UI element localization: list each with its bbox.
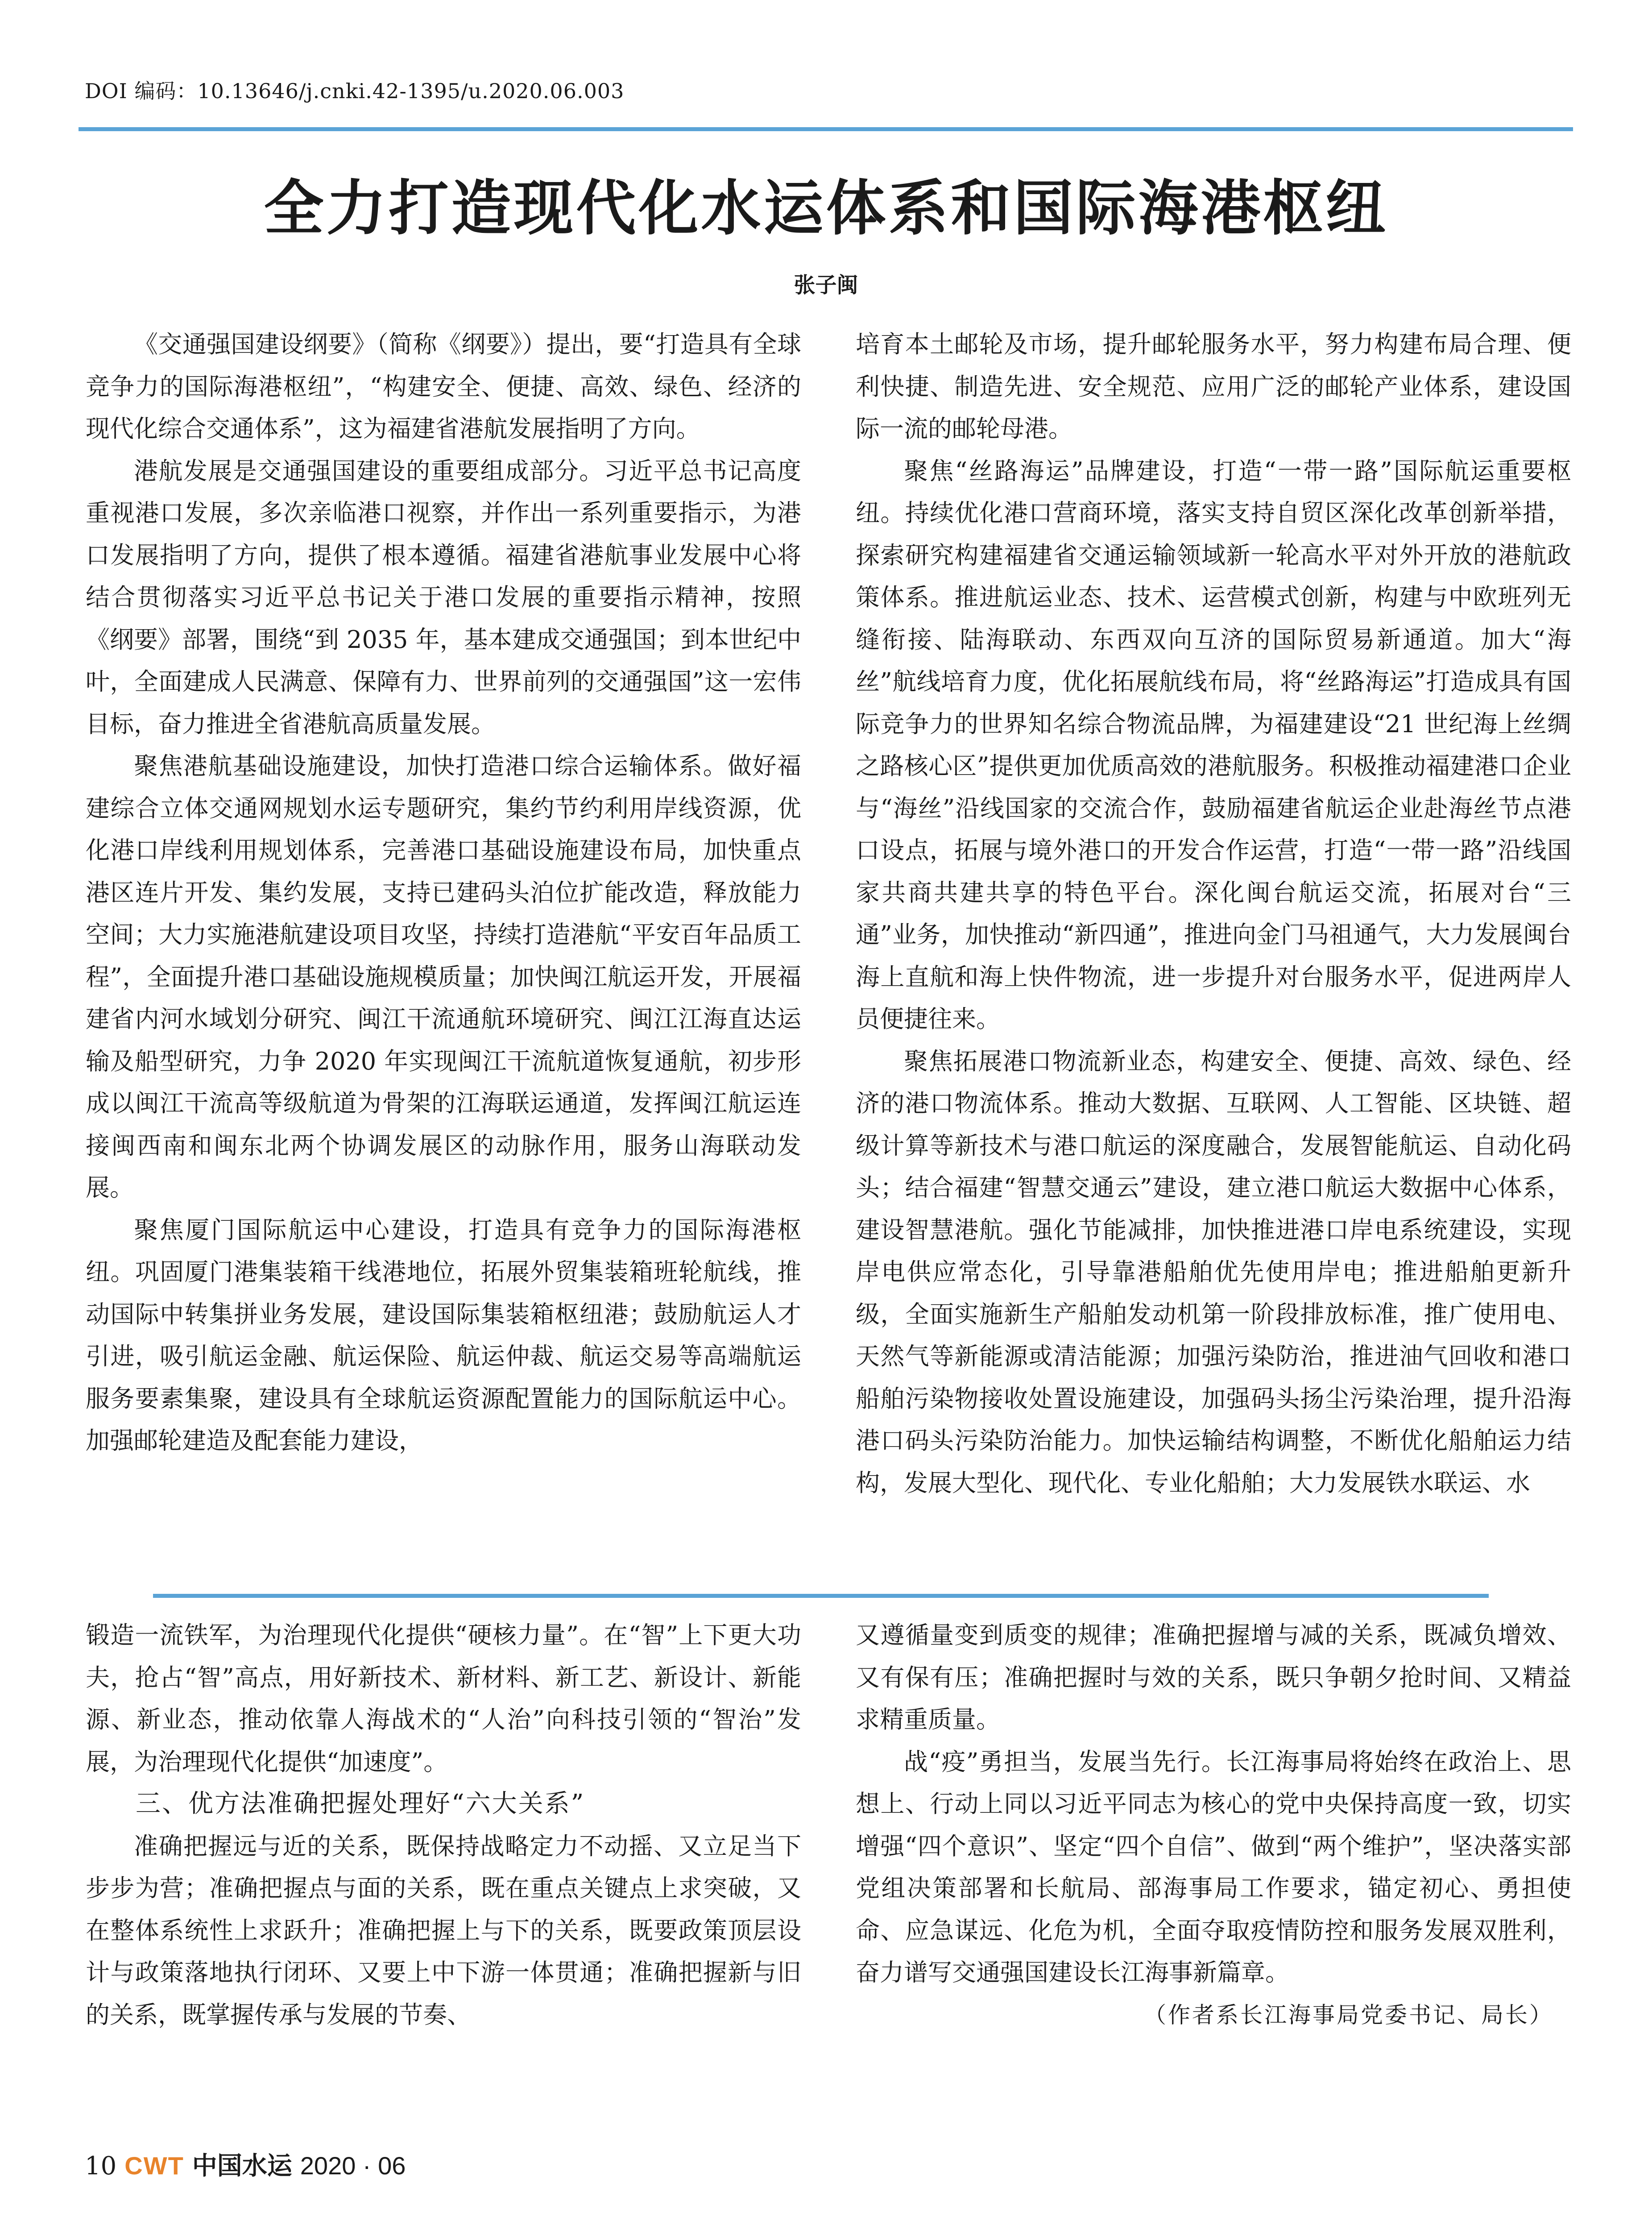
column-3 [86,1614,801,2036]
column-2 [856,323,1571,1504]
journal-name: 中国水运 [192,2152,292,2181]
section-heading: 三、优方法准确把握处理好“六大关系” [136,1789,585,1818]
middle-divider [153,1594,1489,1598]
paragraph: 港航发展是交通强国建设的重要组成部分。习近平总书记高度重视港口发展，多次亲临港口视察，并作出一系列重要指示，为港口发展指明了方向，提供了根本遵循。福建省港航事业发展中心将结合贯彻落实习近平总书记关于港口发展的重要指示精神，按照《纲要》部署，围绕“到 2035 年，基本建成交通强国；到本世纪中叶，全面建成人民满意、保障有力、世界前列的交通强国”这一宏伟目标，奋力推进全省港航高质量发展。 [86,456,801,738]
article-title: 全力打造现代化水运体系和国际海港枢纽 [264,173,1388,243]
author-signature: （作者系长江海事局党委书记、局长） [1144,2002,1553,2028]
article-author: 张子闽 [794,273,858,298]
paragraph: 培育本土邮轮及市场，提升邮轮服务水平，努力构建布局合理、便利快捷、制造先进、安全规范、应用广泛的邮轮产业体系，建设国际一流的邮轮母港。 [856,330,1571,443]
column-1 [86,323,801,1462]
paragraph: 《交通强国建设纲要》（简称《纲要》）提出，要“打造具有全球竞争力的国际海港枢纽”，“构建安全、便捷、高效、绿色、经济的现代化综合交通体系”，这为福建省港航发展指明了方向。 [86,330,801,443]
page-number: 10 [85,2152,117,2181]
paragraph: 聚焦厦门国际航运中心建设，打造具有竞争力的国际海港枢纽。巩固厦门港集装箱干线港地位，拓展外贸集装箱班轮航线，推动国际中转集拼业务发展，建设国际集装箱枢纽港；鼓励航运人才引进，吸引航运金融、航运保险、航运仲裁、航运交易等高端航运服务要素集聚，建设具有全球航运资源配置能力的国际航运中心。加强邮轮建造及配套能力建设， [86,1215,801,1455]
paragraph: 锻造一流铁军，为治理现代化提供“硬核力量”。在“智”上下更大功夫，抢占“智”高点，用好新技术、新材料、新工艺、新设计、新能源、新业态，推动依靠人海战术的“人治”向科技引领的“智治”发展，为治理现代化提供“加速度”。 [86,1621,801,1776]
paragraph: 聚焦拓展港口物流新业态，构建安全、便捷、高效、绿色、经济的港口物流体系。推动大数据、互联网、人工智能、区块链、超级计算等新技术与港口航运的深度融合，发展智能航运、自动化码头；结合福建“智慧交通云”建设，建立港口航运大数据中心体系，建设智慧港航。强化节能减排，加快推进港口岸电系统建设，实现岸电供应常态化，引导靠港船舶优先使用岸电；推进船舶更新升级，全面实施新生产船舶发动机第一阶段排放标准，推广使用电、天然气等新能源或清洁能源；加强污染防治，推进油气回收和港口船舶污染物接收处置设施建设，加强码头扬尘污染治理，提升沿海港口码头污染防治能力。加快运输结构调整，不断优化船舶运力结构，发展大型化、现代化、专业化船舶；大力发展铁水联运、水 [856,1047,1571,1497]
top-divider [79,127,1573,131]
page-footer [85,2146,406,2182]
paragraph: 聚焦“丝路海运”品牌建设，打造“一带一路”国际航运重要枢纽。持续优化港口营商环境，落实支持自贸区深化改革创新举措，探索研究构建福建省交通运输领域新一轮高水平对外开放的港航政策体系。推进航运业态、技术、运营模式创新，构建与中欧班列无缝衔接、陆海联动、东西双向互济的国际贸易新通道。加大“海丝”航线培育力度，优化拓展航线布局，将“丝路海运”打造成具有国际竞争力的世界知名综合物流品牌，为福建建设“21 世纪海上丝绸之路核心区”提供更加优质高效的港航服务。积极推动福建港口企业与“海丝”沿线国家的交流合作，鼓励福建省航运企业赴海丝节点港口设点，拓展与境外港口的开发合作运营，打造“一带一路”沿线国家共商共建共享的特色平台。深化闽台航运交流，拓展对台“三通”业务，加快推动“新四通”，推进向金门马祖通气，大力发展闽台海上直航和海上快件物流，进一步提升对台服务水平，促进两岸人员便捷往来。 [856,456,1571,1033]
brand-logo: CWT [124,2152,184,2180]
doi-line: DOI 编码：10.13646/j.cnki.42-1395/u.2020.06.003 [85,79,625,103]
paragraph: 准确把握远与近的关系，既保持战略定力不动摇、又立足当下步步为营；准确把握点与面的关系，既在重点关键点上求突破，又在整体系统性上求跃升；准确把握上与下的关系，既要政策顶层设计与政策落地执行闭环、又要上中下游一体贯通；准确把握新与旧的关系，既掌握传承与发展的节奏、 [86,1832,801,2029]
paragraph: 战“疫”勇担当，发展当先行。长江海事局将始终在政治上、思想上、行动上同以习近平同志为核心的党中央保持高度一致，切实增强“四个意识”、坚定“四个自信”、做到“两个维护”，坚决落实部党组决策部署和长航局、部海事局工作要求，锚定初心、勇担使命、应急谋远、化危为机，全面夺取疫情防控和服务发展双胜利，奋力谱写交通强国建设长江海事新篇章。 [856,1747,1571,1986]
paragraph: 聚焦港航基础设施建设，加快打造港口综合运输体系。做好福建综合立体交通网规划水运专题研究，集约节约利用岸线资源，优化港口岸线利用规划体系，完善港口基础设施建设布局，加快重点港区连片开发、集约发展，支持已建码头泊位扩能改造，释放能力空间；大力实施港航建设项目攻坚，持续打造港航“平安百年品质工程”，全面提升港口基础设施规模质量；加快闽江航运开发，开展福建省内河水域划分研究、闽江干流通航环境研究、闽江江海直达运输及船型研究，力争 2020 年实现闽江干流航道恢复通航，初步形成以闽江干流高等级航道为骨架的江海联运通道，发挥闽江航运连接闽西南和闽东北两个协调发展区的动脉作用，服务山海联动发展。 [86,752,801,1202]
paragraph: 又遵循量变到质变的规律；准确把握增与减的关系，既减负增效、又有保有压；准确把握时与效的关系，既只争朝夕抢时间、又精益求精重质量。 [856,1621,1571,1733]
column-4 [856,1614,1571,2036]
issue-number: 2020 · 06 [300,2152,406,2180]
